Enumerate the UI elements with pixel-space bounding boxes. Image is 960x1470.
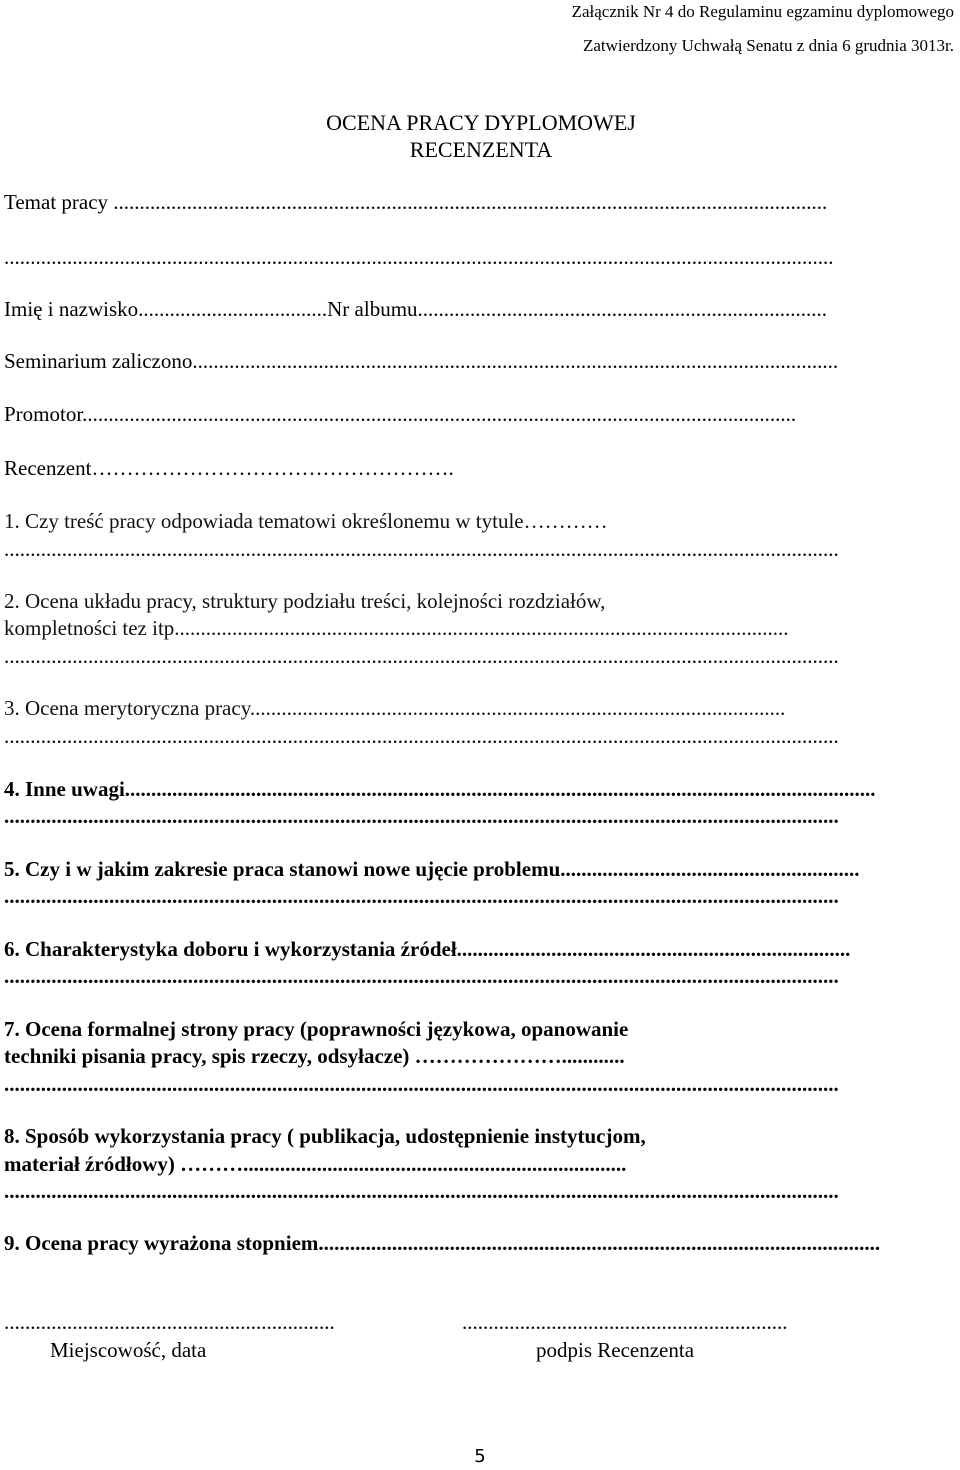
field-thesis-topic: Temat pracy ........................................................................................................................................ — [4, 190, 828, 214]
field-reviewer: Recenzent……………………………………………. — [4, 456, 454, 480]
field-student-name-album: Imię i nazwisko....................................Nr albumu.............................................................................. — [4, 297, 828, 321]
question-7-line-2: techniki pisania pracy, spis rzeczy, odsyłacze) …………………............ — [4, 1044, 625, 1068]
question-8-line-2: materiał źródłowy) ………......................................................................... — [4, 1152, 627, 1176]
header-annex-note: Załącznik Nr 4 do Regulaminu egzaminu dyplomowego — [571, 2, 954, 21]
answer-line-7: ............................................................................................................................................................... — [4, 1072, 839, 1096]
question-5: 5. Czy i w jakim zakresie praca stanowi nowe ujęcie problemu......................................................... — [4, 857, 860, 881]
field-thesis-topic-continuation: .............................................................................................................................................................. — [4, 245, 834, 269]
document-title: OCENA PRACY DYPLOMOWEJ — [326, 110, 636, 135]
question-8-line-1: 8. Sposób wykorzystania pracy ( publikacja, udostępnienie instytucjom, — [4, 1124, 646, 1148]
answer-line-5: ............................................................................................................................................................... — [4, 884, 839, 908]
field-supervisor: Promotor........................................................................................................................................ — [4, 402, 797, 426]
question-2-line-1: 2. Ocena układu pracy, struktury podziału treści, kolejności rozdziałów, — [4, 589, 606, 613]
question-1: 1. Czy treść pracy odpowiada tematowi określonemu w tytule………… — [4, 509, 608, 533]
answer-line-1: ............................................................................................................................................................... — [4, 537, 839, 561]
answer-line-2: ............................................................................................................................................................... — [4, 644, 839, 668]
header-approval-note: Zatwierdzony Uchwałą Senatu z dnia 6 grudnia 3013r. — [582, 36, 954, 55]
page-number: 5 — [474, 1446, 486, 1467]
answer-line-6: ............................................................................................................................................................... — [4, 964, 839, 988]
answer-line-4: ............................................................................................................................................................... — [4, 804, 839, 828]
question-6: 6. Charakterystyka doboru i wykorzystania źródeł........................................................................... — [4, 937, 851, 961]
document-subtitle: RECENZENTA — [409, 137, 553, 162]
question-9: 9. Ocena pracy wyrażona stopniem........................................................................................................... — [4, 1231, 881, 1255]
signature-reviewer-line: .............................................................. — [462, 1310, 788, 1334]
signature-reviewer-label: podpis Recenzenta — [536, 1338, 695, 1362]
question-3: 3. Ocena merytoryczna pracy...................................................................................................... — [4, 696, 786, 720]
question-2-line-2: kompletności tez itp..................................................................................................................... — [4, 616, 789, 640]
signature-place-date-label: Miejscowość, data — [50, 1338, 207, 1362]
answer-line-8: ............................................................................................................................................................... — [4, 1179, 839, 1203]
answer-line-3: ............................................................................................................................................................... — [4, 724, 839, 748]
signature-place-date-line: ............................................................... — [4, 1310, 335, 1334]
question-4: 4. Inne uwagi............................................................................................................................................... — [4, 777, 876, 801]
field-seminar: Seminarium zaliczono........................................................................................................................... — [4, 349, 839, 373]
question-7-line-1: 7. Ocena formalnej strony pracy (poprawności językowa, opanowanie — [4, 1017, 629, 1041]
